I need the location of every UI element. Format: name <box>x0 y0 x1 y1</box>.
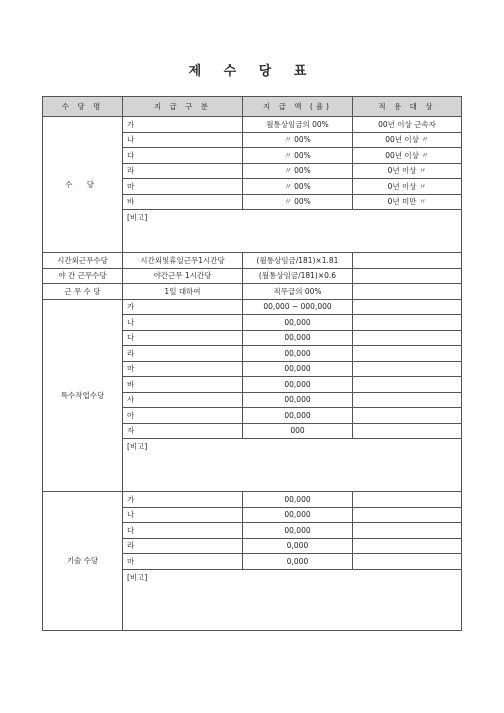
grade-cell: 가 <box>123 117 243 133</box>
target-cell: 00년 이상 근속자 <box>353 117 462 133</box>
target-cell: 0년 이상 〃 <box>353 163 462 179</box>
grade-cell: 사 <box>123 392 243 408</box>
grade-cell: 자 <box>123 423 243 439</box>
amount-cell: 00,000 <box>243 392 353 408</box>
amount-cell: 00,000 <box>243 492 353 508</box>
empty-cell <box>353 284 462 300</box>
grade-cell: 라 <box>123 346 243 362</box>
target-cell: 00년 이상 〃 <box>353 132 462 148</box>
tech-name-cell: 기술 수당 <box>43 492 123 631</box>
empty-cell <box>353 315 462 331</box>
amount-cell: 00,000 <box>243 408 353 424</box>
overtime-row <box>43 253 462 269</box>
overtime-amount-cell: (월통상임금/181)×1.81 <box>243 253 353 269</box>
empty-cell <box>353 346 462 362</box>
table-header-row <box>43 97 462 117</box>
amount-cell: 〃 00% <box>243 163 353 179</box>
grade-cell: 나 <box>123 132 243 148</box>
duty-name-cell: 근 무 수 당 <box>43 284 123 300</box>
grade-cell: 가 <box>123 492 243 508</box>
page-title: 제 수 당 표 <box>188 64 316 79</box>
amount-cell: 00,000 <box>243 346 353 362</box>
header-category: 지 급 구 분 <box>123 97 243 117</box>
overtime-name-cell: 시간외근무수당 <box>43 253 123 269</box>
empty-cell <box>353 299 462 315</box>
empty-cell <box>353 253 462 269</box>
special-name-cell: 특수작업수당 <box>43 299 123 492</box>
empty-cell <box>353 392 462 408</box>
grade-cell: 라 <box>123 538 243 554</box>
empty-cell <box>353 523 462 539</box>
amount-cell: 00,000 <box>243 361 353 377</box>
allowance-name-cell: 수 당 <box>43 117 123 253</box>
night-basis-cell: 야간근무 1시간당 <box>123 268 243 284</box>
amount-cell: 00,000 <box>243 315 353 331</box>
amount-cell: 〃 00% <box>243 132 353 148</box>
amount-cell: 〃 00% <box>243 179 353 195</box>
empty-cell <box>353 377 462 393</box>
grade-cell: 마 <box>123 179 243 195</box>
amount-cell: 〃 00% <box>243 194 353 210</box>
amount-cell: 0,000 <box>243 538 353 554</box>
empty-cell <box>353 492 462 508</box>
table-row <box>43 117 462 133</box>
allowance-table <box>42 96 462 631</box>
empty-cell <box>353 507 462 523</box>
empty-cell <box>353 408 462 424</box>
grade-cell: 마 <box>123 554 243 570</box>
grade-cell: 가 <box>123 299 243 315</box>
grade-cell: 바 <box>123 377 243 393</box>
night-amount-cell: (월통상임금/181)×0.6 <box>243 268 353 284</box>
amount-cell: 월통상임금의 00% <box>243 117 353 133</box>
grade-cell: 다 <box>123 330 243 346</box>
header-name: 수 당 명 <box>43 97 123 117</box>
amount-cell: 00,000 <box>243 377 353 393</box>
target-cell: 00년 이상 〃 <box>353 148 462 164</box>
note-cell: [비고] <box>123 210 462 253</box>
duty-basis-cell: 1일 대하여 <box>123 284 243 300</box>
grade-cell: 나 <box>123 315 243 331</box>
grade-cell: 다 <box>123 148 243 164</box>
empty-cell <box>353 538 462 554</box>
duty-row <box>43 284 462 300</box>
grade-cell: 바 <box>123 194 243 210</box>
table-row <box>43 299 462 315</box>
amount-cell: 00,000 ~ 000,000 <box>243 299 353 315</box>
empty-cell <box>353 423 462 439</box>
grade-cell: 다 <box>123 523 243 539</box>
amount-cell: 0,000 <box>243 554 353 570</box>
empty-cell <box>353 361 462 377</box>
note-cell: [비고] <box>123 569 462 630</box>
empty-cell <box>353 330 462 346</box>
table-row <box>43 492 462 508</box>
amount-cell: 00,000 <box>243 330 353 346</box>
empty-cell <box>353 554 462 570</box>
grade-cell: 마 <box>123 361 243 377</box>
target-cell: 0년 이상 〃 <box>353 179 462 195</box>
note-cell: [비고] <box>123 439 462 492</box>
amount-cell: 〃 00% <box>243 148 353 164</box>
header-target: 적 용 대 상 <box>353 97 462 117</box>
target-cell: 0년 미만 〃 <box>353 194 462 210</box>
overtime-basis-cell: 시간외및휴일근무1시간당 <box>123 253 243 269</box>
duty-amount-cell: 직무급의 00% <box>243 284 353 300</box>
grade-cell: 라 <box>123 163 243 179</box>
night-name-cell: 야 간 근무수당 <box>43 268 123 284</box>
header-amount: 지 급 액 (율) <box>243 97 353 117</box>
amount-cell: 00,000 <box>243 523 353 539</box>
grade-cell: 나 <box>123 507 243 523</box>
amount-cell: 000 <box>243 423 353 439</box>
empty-cell <box>353 268 462 284</box>
grade-cell: 아 <box>123 408 243 424</box>
night-row <box>43 268 462 284</box>
amount-cell: 00,000 <box>243 507 353 523</box>
